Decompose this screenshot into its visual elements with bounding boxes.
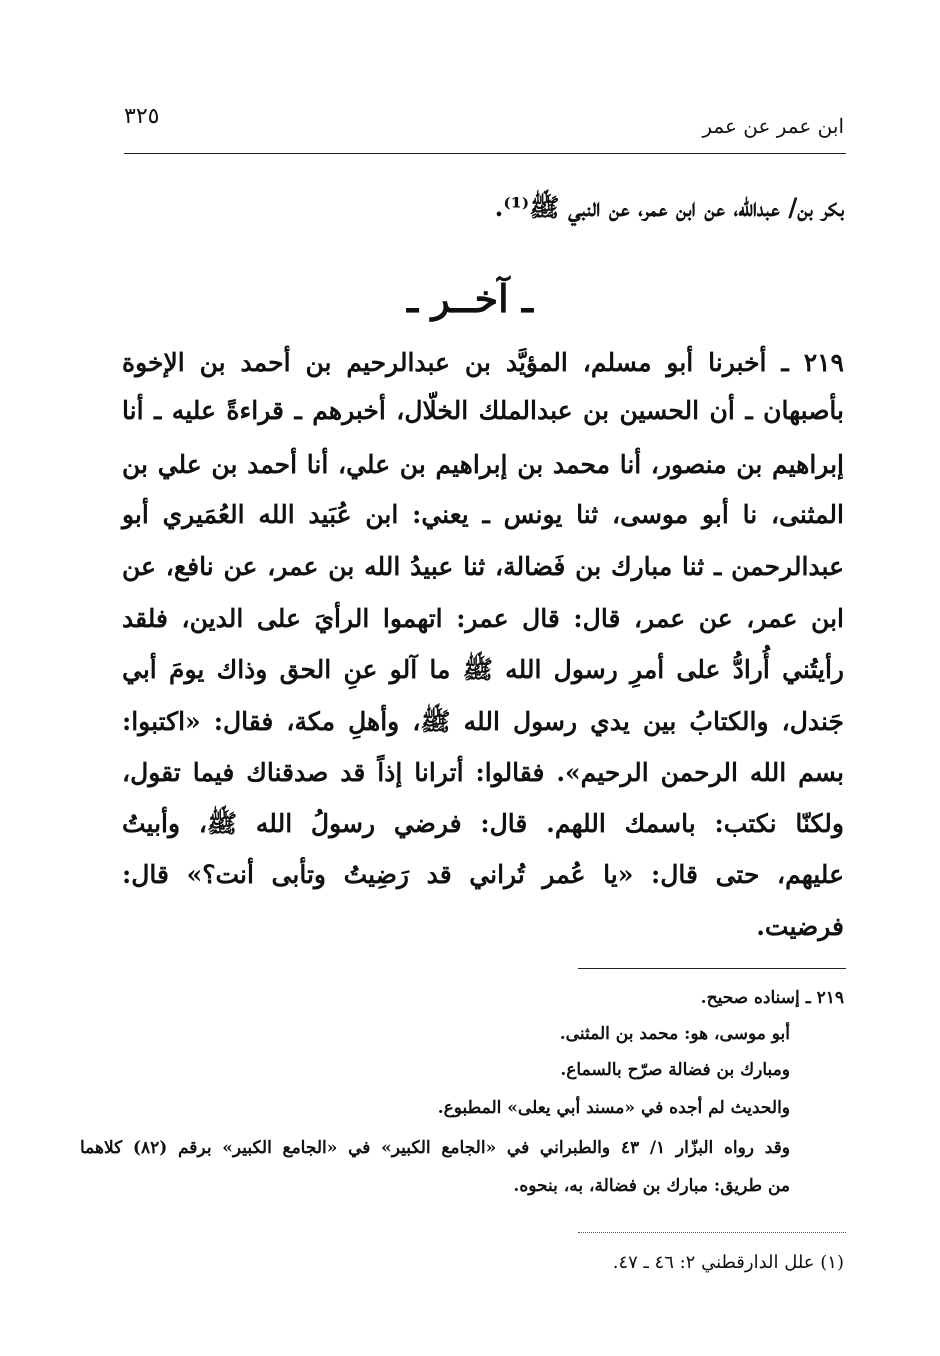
header-rule — [124, 153, 846, 154]
takhrij-line: أبو موسى، هو: محمد بن المثنى. — [559, 1024, 790, 1044]
footnote-1: (١) علل الدارقطني ٢: ٤٦ ـ ٤٧. — [612, 1252, 844, 1273]
takhrij-line: والحديث لم أجده في «مسند أبي يعلى» المطبوع. — [437, 1098, 790, 1118]
page-number: ٣٢٥ — [124, 104, 160, 129]
continuation-text: بكر بن/ عبدالله، عن ابن عمر، عن النبي ﷺ⁽¹⁾. — [494, 193, 844, 222]
footnote-rule — [578, 968, 846, 969]
hadith-line: بسم الله الرحمن الرحيم». فقالوا: أترانا إذاً قد صدقناك فيما تقول، — [122, 758, 844, 787]
running-title: ابن عمر عن عمر — [702, 114, 844, 138]
section-title: ـ آخــر ـ — [406, 276, 533, 321]
hadith-line: عبدالرحمن ـ ثنا مبارك بن فَضالة، ثنا عبيدُ الله بن عمر، عن نافع، عن — [122, 552, 844, 581]
hadith-line: فرضيت. — [756, 912, 844, 941]
takhrij-line: ٢١٩ ـ إسناده صحيح. — [700, 988, 844, 1008]
hadith-line: رأيتُني أُرادُّ على أمرِ رسول الله ﷺ ما آلو عنِ الحق وذاك يومَ أبي — [122, 655, 844, 684]
takhrij-line: وقد رواه البزّار ١/ ٤٣ والطبراني في «الجامع الكبير» في «الجامع الكبير» برقم (٨٢) كلاهما — [80, 1138, 790, 1158]
hadith-line: جَندل، والكتابُ بين يدي رسول الله ﷺ، وأهلِ مكة، فقال: «اكتبوا: — [122, 707, 844, 736]
hadith-line: إبراهيم بن منصور، أنا محمد بن إبراهيم بن علي، أنا أحمد بن علي بن — [122, 450, 844, 479]
takhrij-line: من طريق: مبارك بن فضالة، به، بنحوه. — [513, 1176, 790, 1196]
hadith-line: عليهم، حتى قال: «يا عُمر تُراني قد رَضِيتُ وتأبى أنت؟» قال: — [122, 860, 844, 889]
hadith-line: ابن عمر، عن عمر، قال: قال عمر: اتهموا الرأيَ على الدين، فلقد — [122, 604, 844, 633]
hadith-line: ٢١٩ ـ أخبرنا أبو مسلم، المؤيَّد بن عبدالرحيم بن أحمد بن الإخوة — [122, 348, 844, 377]
hadith-line: بأصبهان ـ أن الحسين بن عبدالملك الخلّال، أخبرهم ـ قراءةً عليه ـ أنا — [122, 396, 844, 425]
hadith-line: المثنى، نا أبو موسى، ثنا يونس ـ يعني: ابن عُبَيد الله العُمَيري أبو — [122, 500, 844, 529]
hadith-line: ولكنّا نكتب: باسمك اللهم. قال: فرضي رسولُ الله ﷺ، وأبيتُ — [122, 809, 844, 838]
takhrij-line: ومبارك بن فضالة صرّح بالسماع. — [560, 1060, 790, 1080]
note-separator — [578, 1232, 846, 1233]
